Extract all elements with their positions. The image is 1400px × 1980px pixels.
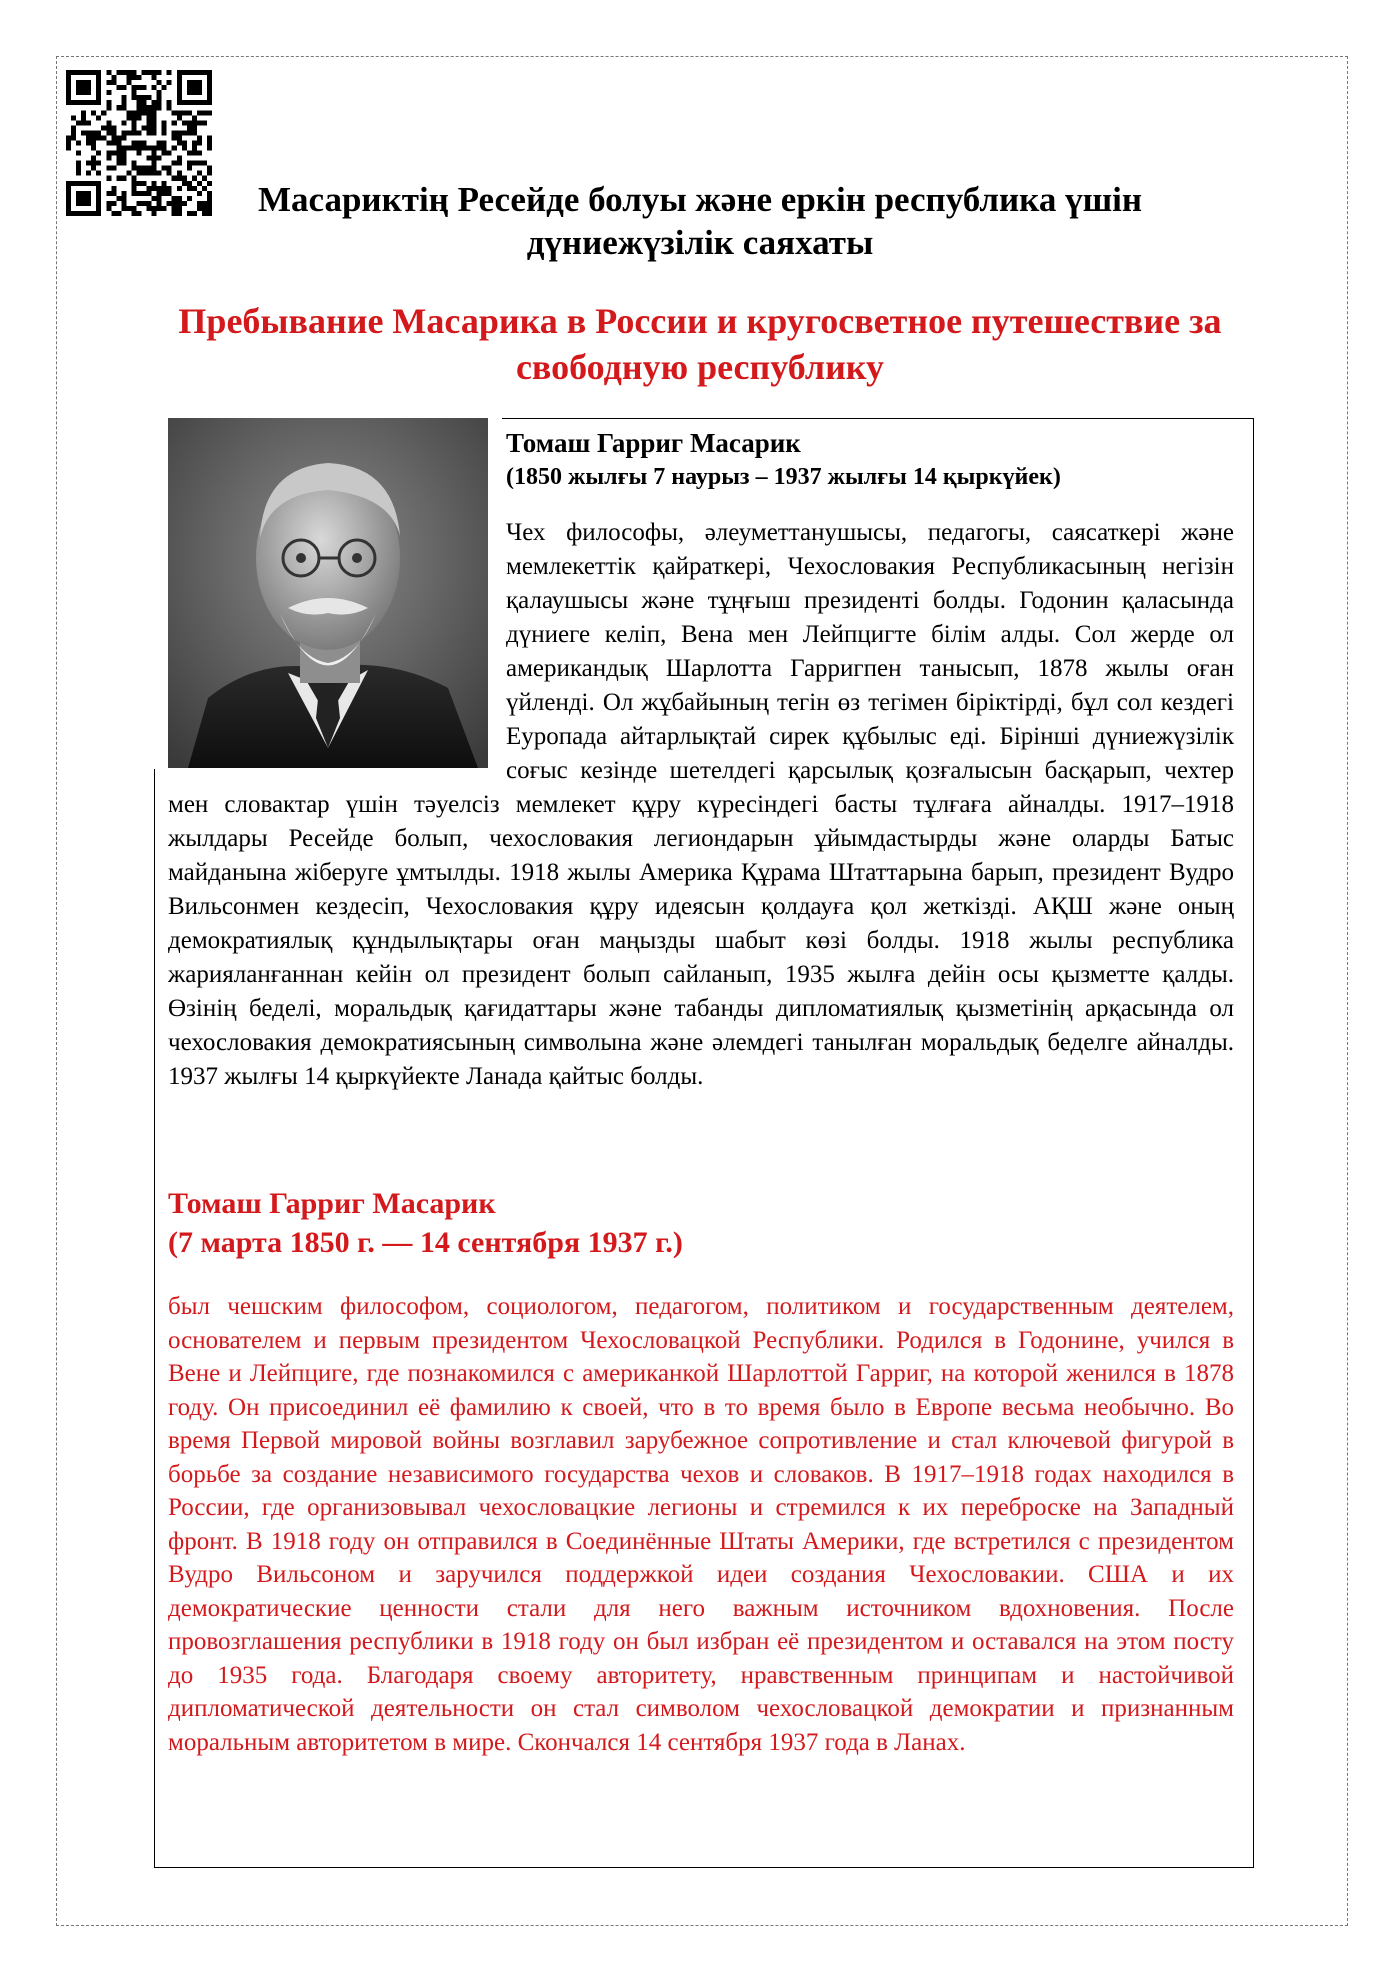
russian-heading	[168, 1184, 1234, 1262]
body-russian: был чешским философом, социологом, педагогом, политиком и государственным деятелем, основателем и первым президентом Чехословацкой Республики. Родился в Годонине, учился в Вене и Лейпциге, где познакомился с американкой Шарлоттой Гарриг, на которой женился в 1878 году. Он присоединил её фамилию к своей, что в то время было в Европе весьма необычно. Во время Первой мировой войны возглавил зарубежное сопротивление и стал ключевой фигурой в борьбе за создание независимого государства чехов и словаков. В 1917–1918 годах находился в России, где организовывал чехословацкие легионы и стремился к их переброске на Западный фронт. В 1918 году он отправился в Соединённые Штаты Америки, где встретился с президентом Вудро Вильсоном и заручился поддержкой идеи создания Чехословакии. США и их демократические ценности стали для него важным источником вдохновения. После провозглашения республики в 1918 году он был избран её президентом и оставался на этом посту до 1935 года. Благодаря своему авторитету, нравственным принципам и настойчивой дипломатической деятельности он стал символом чехословацкой демократии и признанным моральным авторитетом в мире. Скончался 14 сентября 1937 года в Ланах.	[168, 1293, 1234, 1756]
title-russian: Пребывание Масарика в России и кругосветное путешествие за свободную республику	[178, 301, 1222, 387]
dates-kazakh: (1850 жылғы 7 наурыз – 1937 жылғы 14 қыркүйек)	[506, 464, 1061, 490]
name-russian: Томаш Гарриг Масарик	[168, 1187, 496, 1220]
body-kazakh: Чех философы, әлеуметтанушысы, педагогы, саясаткері және мемлекеттік қайраткері, Чехословакия Республикасының негізін қалаушысы және тұңғыш президенті болды. Годонин қаласында дүниеге келіп, Вена мен Лейпцигте білім алды. Сол жерде ол американдық Шарлотта Гарригпен танысып, 1878 жылы оған үйленді. Ол жұбайының тегін өз тегімен біріктірді, бұл сол кездегі Еуропада айтарлықтай сирек құбылыс еді. Бірінші дүниежүзілік соғыс кезінде шетелдегі қарсылық қозғалысын басқарып, чехтер мен словактар үшін тәуелсіз мемлекет құру күресіндегі басты тұлғаға айналды. 1917–1918 жылдары Ресейде болып, чехословакия легиондарын ұйымдастырды және оларды Батыс майданына жіберуге ұмтылды. 1918 жылы Америка Құрама Штаттарына барып, президент Вудро Вильсонмен кездесіп, Чехословакия құру идеясын қолдауға қол жеткізді. АҚШ және оның демократиялық құндылықтары оған маңызды шабыт көзі болды. 1918 жылы республика жарияланғаннан кейін ол президент болып сайланып, 1935 жылға дейін осы қызметте қалды. Өзінің беделі, моральдық қағидаттары және табанды дипломатиялық қызметінің арқасында ол чехословакия демократиясының символына және әлемдегі танылған моральдық беделге айналды. 1937 жылғы 14 қыркүйекте Ланада қайтыс болды.	[168, 519, 1234, 1090]
title-kazakh: Масариктің Ресейде болуы және еркін республика үшін дүниежүзілік саяхаты	[257, 180, 1143, 262]
dates-russian: (7 марта 1850 г. — 14 сентября 1937 г.)	[168, 1226, 683, 1259]
kazakh-biography	[168, 425, 1234, 1094]
name-kazakh: Томаш Гарриг Масарик	[506, 428, 801, 458]
